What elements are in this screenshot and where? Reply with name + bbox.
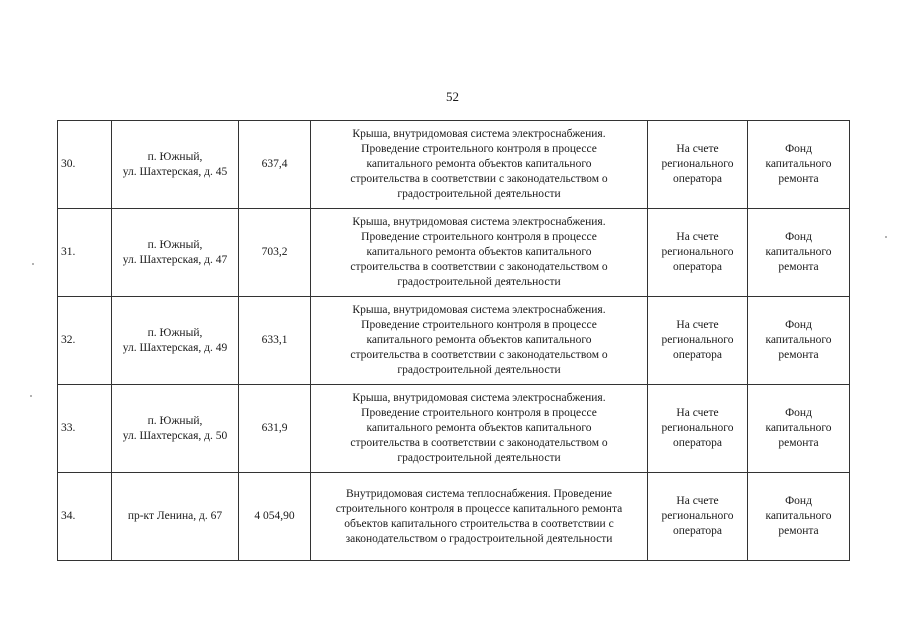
fund-line: капитального bbox=[765, 422, 832, 434]
account-cell bbox=[648, 209, 748, 297]
work-description-cell bbox=[311, 121, 648, 209]
row-number-cell: 31. bbox=[58, 209, 112, 297]
address-cell bbox=[112, 385, 239, 473]
work-line: Крыша, внутридомовая система электроснабжения. bbox=[352, 304, 606, 316]
address-cell bbox=[112, 121, 239, 209]
scan-speck bbox=[30, 395, 32, 397]
fund-line: ремонта bbox=[778, 173, 819, 185]
work-line: капитального ремонта объектов капитального bbox=[366, 334, 592, 346]
work-line: капитального ремонта объектов капитального bbox=[366, 246, 592, 258]
address-line: п. Южный, bbox=[147, 238, 203, 251]
address-line: п. Южный, bbox=[147, 414, 203, 427]
work-description-cell bbox=[311, 473, 648, 561]
address-line: пр-кт Ленина, д. 67 bbox=[127, 510, 223, 522]
account-line: регионального bbox=[661, 510, 734, 522]
fund-cell bbox=[748, 385, 850, 473]
account-line: оператора bbox=[672, 349, 723, 361]
work-line: строительства в соответствии с законодательством о bbox=[350, 261, 608, 273]
work-line: объектов капитального строительства в соответствии с bbox=[344, 517, 614, 530]
work-line: Крыша, внутридомовая система электроснабжения. bbox=[352, 128, 606, 140]
account-line: регионального bbox=[661, 422, 734, 434]
scan-speck bbox=[32, 263, 34, 265]
fund-line: капитального bbox=[765, 510, 832, 522]
account-cell bbox=[648, 121, 748, 209]
account-line: На счете bbox=[676, 231, 719, 243]
table-body bbox=[58, 121, 850, 561]
fund-line: капитального bbox=[765, 158, 832, 170]
work-description-cell bbox=[311, 297, 648, 385]
scan-speck bbox=[885, 236, 887, 238]
fund-line: ремонта bbox=[778, 261, 819, 273]
address-cell bbox=[112, 209, 239, 297]
fund-line: Фонд bbox=[785, 407, 812, 419]
work-line: градостроительной деятельности bbox=[397, 188, 561, 200]
address-line: ул. Шахтерская, д. 50 bbox=[122, 429, 228, 442]
work-line: градостроительной деятельности bbox=[397, 276, 561, 288]
work-line: строительства в соответствии с законодательством о bbox=[350, 173, 608, 185]
work-line: капитального ремонта объектов капитального bbox=[366, 158, 592, 170]
work-line: законодательством о градостроительной деятельности bbox=[345, 532, 613, 545]
address-line: п. Южный, bbox=[147, 326, 203, 339]
address-line: ул. Шахтерская, д. 47 bbox=[122, 253, 228, 266]
work-line: градостроительной деятельности bbox=[397, 364, 561, 376]
row-number-cell: 32. bbox=[58, 297, 112, 385]
area-cell: 4 054,90 bbox=[239, 473, 311, 561]
page-number: 52 bbox=[446, 89, 459, 104]
row-number-cell: 33. bbox=[58, 385, 112, 473]
fund-cell bbox=[748, 121, 850, 209]
work-line: Крыша, внутридомовая система электроснабжения. bbox=[352, 392, 606, 404]
address-cell bbox=[112, 297, 239, 385]
fund-line: ремонта bbox=[778, 525, 819, 537]
table-row bbox=[58, 385, 850, 473]
work-line: строительного контроля в процессе капитального ремонта bbox=[335, 502, 623, 515]
account-line: регионального bbox=[661, 334, 734, 346]
row-number-cell: 34. bbox=[58, 473, 112, 561]
table-row bbox=[58, 209, 850, 297]
address-cell bbox=[112, 473, 239, 561]
work-line: Проведение строительного контроля в процессе bbox=[361, 231, 597, 243]
address-line: ул. Шахтерская, д. 45 bbox=[122, 165, 228, 178]
fund-cell bbox=[748, 297, 850, 385]
account-line: оператора bbox=[672, 173, 723, 185]
account-line: оператора bbox=[672, 437, 723, 449]
area-cell: 703,2 bbox=[239, 209, 311, 297]
work-line: Внутридомовая система теплоснабжения. Проведение bbox=[346, 487, 612, 500]
account-cell bbox=[648, 385, 748, 473]
repair-schedule-table bbox=[57, 120, 850, 561]
work-line: Проведение строительного контроля в процессе bbox=[361, 319, 597, 331]
work-line: градостроительной деятельности bbox=[397, 452, 561, 464]
account-line: регионального bbox=[661, 158, 734, 170]
fund-cell bbox=[748, 209, 850, 297]
account-line: оператора bbox=[672, 261, 723, 273]
area-cell: 633,1 bbox=[239, 297, 311, 385]
work-line: Крыша, внутридомовая система электроснабжения. bbox=[352, 216, 606, 228]
fund-line: ремонта bbox=[778, 437, 819, 449]
area-cell: 637,4 bbox=[239, 121, 311, 209]
account-line: На счете bbox=[676, 407, 719, 419]
work-description-cell bbox=[311, 209, 648, 297]
work-line: Проведение строительного контроля в процессе bbox=[361, 143, 597, 155]
fund-line: Фонд bbox=[785, 231, 812, 243]
work-description-cell bbox=[311, 385, 648, 473]
account-line: На счете bbox=[676, 319, 719, 331]
account-cell bbox=[648, 473, 748, 561]
work-line: капитального ремонта объектов капитального bbox=[366, 422, 592, 434]
fund-line: капитального bbox=[765, 334, 832, 346]
area-cell: 631,9 bbox=[239, 385, 311, 473]
work-line: строительства в соответствии с законодательством о bbox=[350, 349, 608, 361]
row-number-cell: 30. bbox=[58, 121, 112, 209]
work-line: строительства в соответствии с законодательством о bbox=[350, 437, 608, 449]
work-line: Проведение строительного контроля в процессе bbox=[361, 407, 597, 419]
table-row bbox=[58, 121, 850, 209]
fund-cell bbox=[748, 473, 850, 561]
account-line: На счете bbox=[676, 143, 719, 155]
address-line: ул. Шахтерская, д. 49 bbox=[122, 341, 228, 354]
fund-line: капитального bbox=[765, 246, 832, 258]
account-line: оператора bbox=[672, 525, 723, 537]
account-line: регионального bbox=[661, 246, 734, 258]
account-cell bbox=[648, 297, 748, 385]
fund-line: Фонд bbox=[785, 143, 812, 155]
address-line: п. Южный, bbox=[147, 150, 203, 163]
table-row bbox=[58, 473, 850, 561]
table-row bbox=[58, 297, 850, 385]
fund-line: Фонд bbox=[785, 495, 812, 507]
account-line: На счете bbox=[676, 495, 719, 507]
fund-line: ремонта bbox=[778, 349, 819, 361]
fund-line: Фонд bbox=[785, 319, 812, 331]
